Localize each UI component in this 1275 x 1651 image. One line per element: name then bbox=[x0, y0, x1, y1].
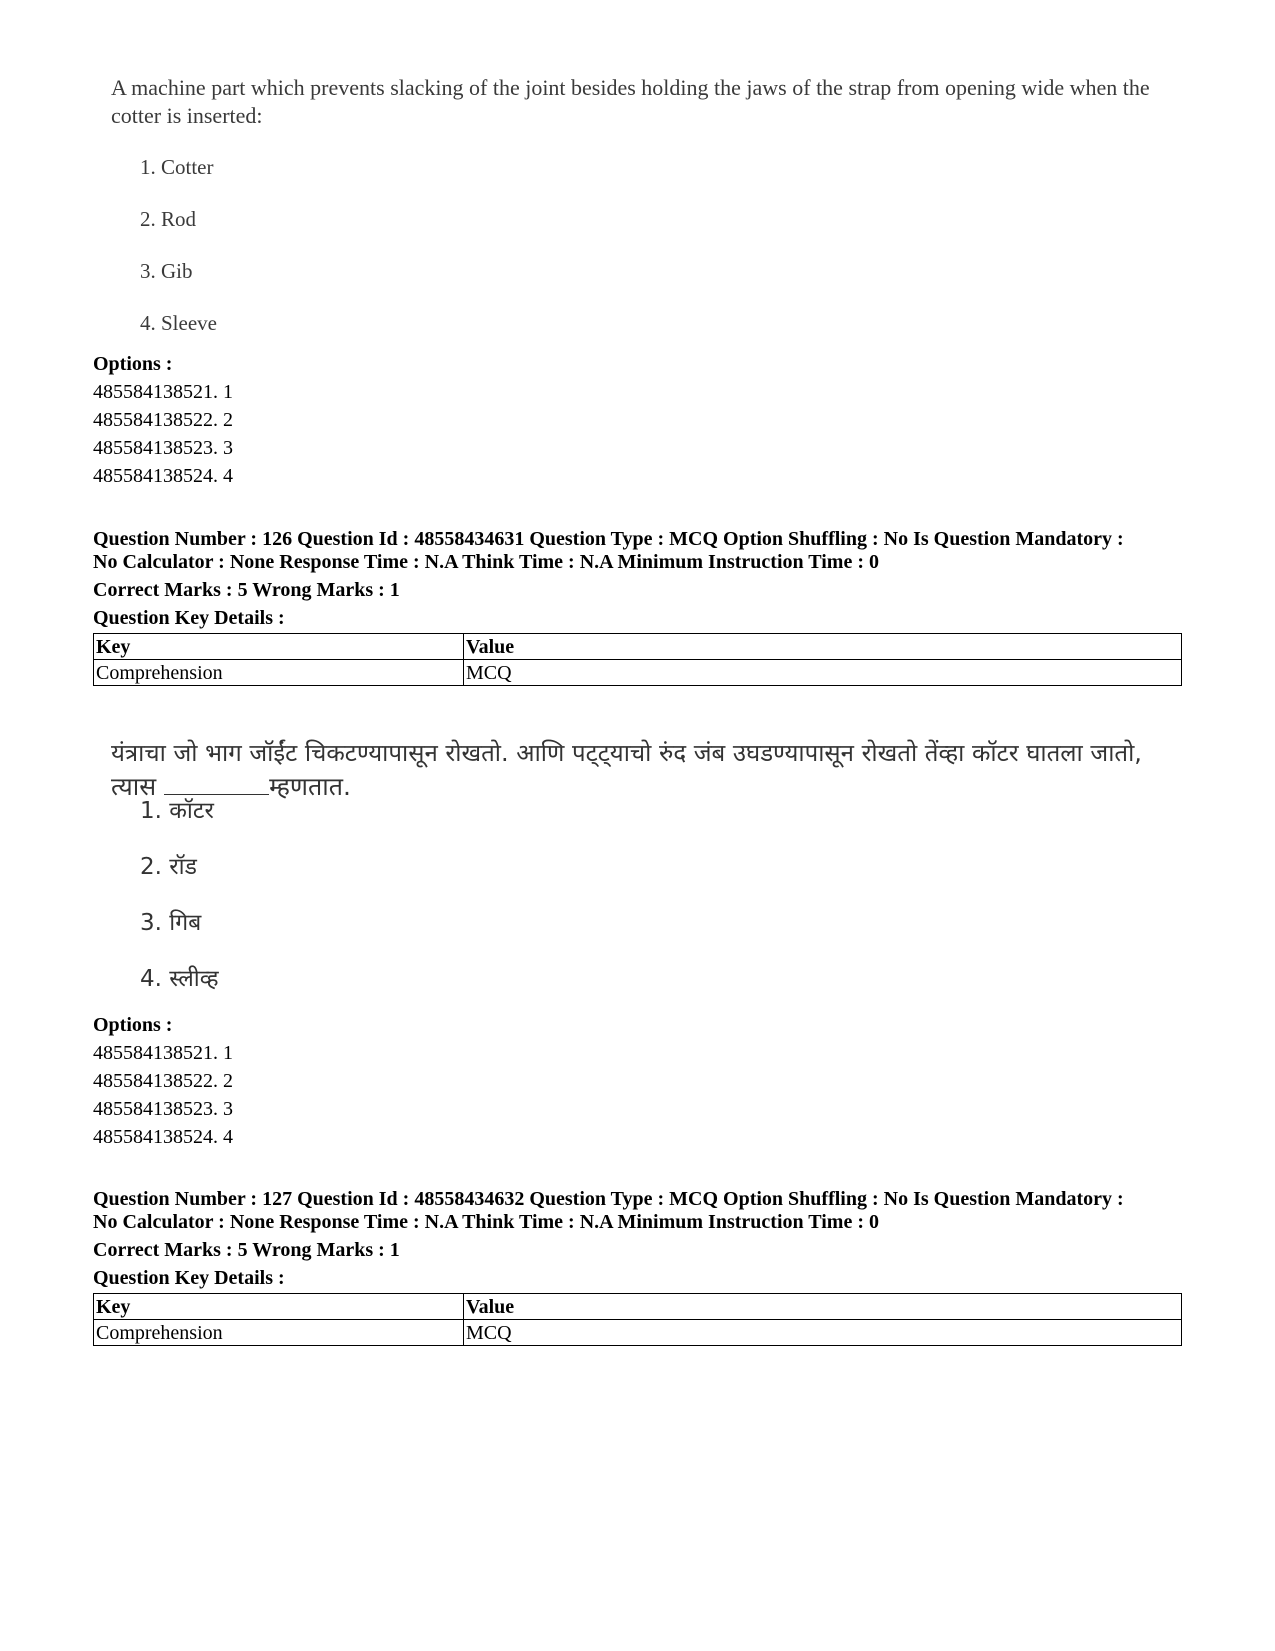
table-cell-value: MCQ bbox=[464, 660, 1182, 686]
option-id-3: 485584138523. 3 bbox=[93, 1098, 233, 1120]
choice-3-marathi: 3. गिब bbox=[140, 910, 202, 936]
key-details-label: Question Key Details : bbox=[93, 1267, 285, 1289]
option-id-4: 485584138524. 4 bbox=[93, 1126, 233, 1148]
marks-line: Correct Marks : 5 Wrong Marks : 1 bbox=[93, 579, 400, 601]
choice-4-marathi: 4. स्लीव्ह bbox=[140, 966, 219, 992]
table-row bbox=[94, 660, 1182, 686]
table-header-row bbox=[94, 1294, 1182, 1320]
options-label: Options : bbox=[93, 1014, 173, 1036]
choice-1-english: 1. Cotter bbox=[140, 155, 214, 179]
option-id-4: 485584138524. 4 bbox=[93, 465, 233, 487]
marks-line: Correct Marks : 5 Wrong Marks : 1 bbox=[93, 1239, 400, 1261]
option-id-2: 485584138522. 2 bbox=[93, 1070, 233, 1092]
options-label: Options : bbox=[93, 353, 173, 375]
table-header-key: Key bbox=[94, 1294, 464, 1320]
key-details-table bbox=[93, 633, 1182, 686]
choice-1-marathi: 1. कॉटर bbox=[140, 798, 214, 824]
table-header-key: Key bbox=[94, 634, 464, 660]
option-id-1: 485584138521. 1 bbox=[93, 1042, 233, 1064]
question-meta-line-1: Question Number : 126 Question Id : 48558434631 Question Type : MCQ Option Shuffling : No Is Question Mandatory : bbox=[93, 528, 1124, 550]
question-text-marathi bbox=[111, 736, 1191, 804]
question-text-english: A machine part which prevents slacking of the joint besides holding the jaws of the strap from opening wide when the cotter is inserted: bbox=[111, 75, 1150, 128]
key-details-label: Question Key Details : bbox=[93, 607, 285, 629]
fill-blank bbox=[164, 772, 269, 795]
question-meta-line-2: No Calculator : None Response Time : N.A Think Time : N.A Minimum Instruction Time : 0 bbox=[93, 1211, 879, 1233]
table-cell-key: Comprehension bbox=[94, 660, 464, 686]
key-details-table bbox=[93, 1293, 1182, 1346]
marathi-suffix: म्हणतात. bbox=[269, 772, 351, 801]
table-header-row bbox=[94, 634, 1182, 660]
option-id-2: 485584138522. 2 bbox=[93, 409, 233, 431]
option-id-3: 485584138523. 3 bbox=[93, 437, 233, 459]
table-cell-key: Comprehension bbox=[94, 1320, 464, 1346]
choice-3-english: 3. Gib bbox=[140, 259, 193, 283]
table-row bbox=[94, 1320, 1182, 1346]
question-meta bbox=[93, 1188, 1193, 1234]
table-header-value: Value bbox=[464, 1294, 1182, 1320]
marathi-prefix: त्यास bbox=[111, 772, 157, 801]
question-meta bbox=[93, 528, 1193, 574]
table-cell-value: MCQ bbox=[464, 1320, 1182, 1346]
question-meta-line-1: Question Number : 127 Question Id : 48558434632 Question Type : MCQ Option Shuffling : No Is Question Mandatory : bbox=[93, 1188, 1124, 1210]
question-text-marathi-line-2 bbox=[111, 770, 1191, 804]
option-id-1: 485584138521. 1 bbox=[93, 381, 233, 403]
table-header-value: Value bbox=[464, 634, 1182, 660]
choice-4-english: 4. Sleeve bbox=[140, 311, 217, 335]
question-text-marathi-line-1: यंत्राचा जो भाग जॉईंट चिकटण्यापासून रोखतो. आणि पट्ट्याचो रुंद जंब उघडण्यापासून रोखतो तेंव्हा कॉटर घातला जातो, bbox=[111, 739, 1142, 767]
choice-2-marathi: 2. रॉड bbox=[140, 854, 197, 880]
question-meta-line-2: No Calculator : None Response Time : N.A Think Time : N.A Minimum Instruction Time : 0 bbox=[93, 551, 879, 573]
choice-2-english: 2. Rod bbox=[140, 207, 197, 231]
